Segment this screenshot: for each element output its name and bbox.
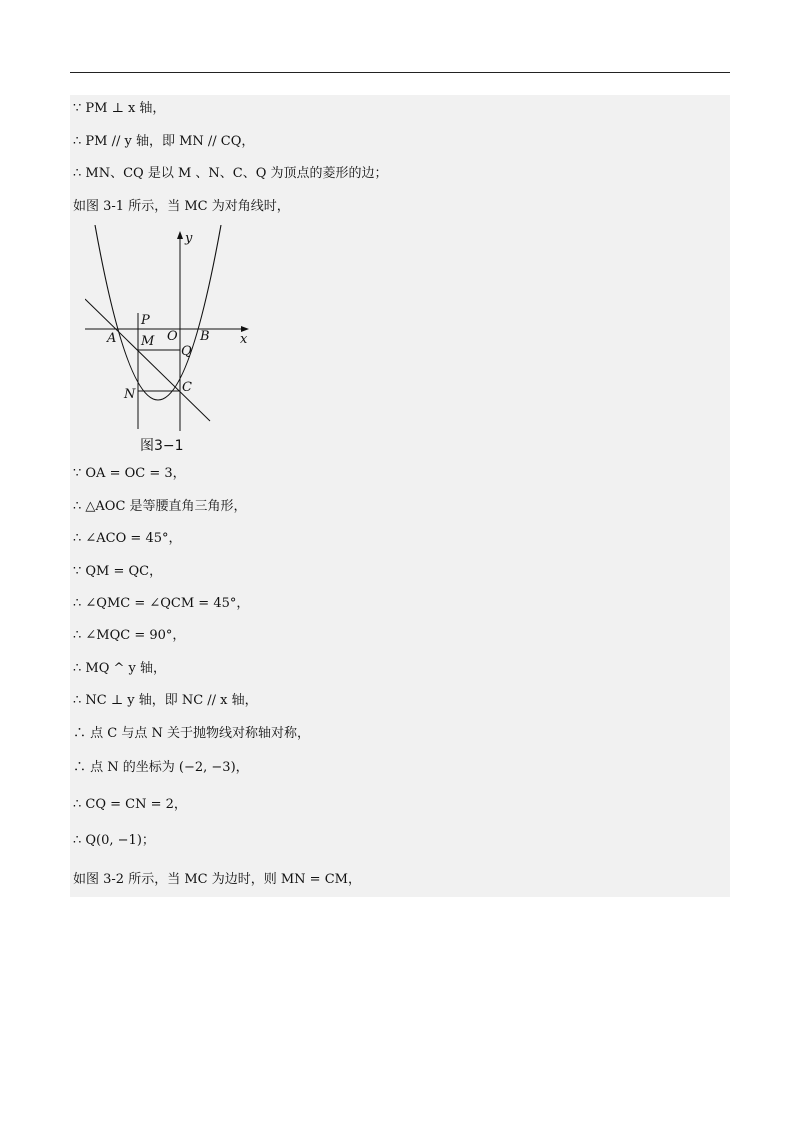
figure-caption: 图3−1 (140, 438, 184, 454)
solution-line-4: 如图 3-1 所示，当 MC 为对角线时， (73, 199, 290, 214)
solution-line-13: ∴ 点 C 与点 N 关于抛物线对称轴对称， (73, 726, 310, 741)
label-x: x (240, 332, 248, 347)
header-rule (70, 72, 730, 73)
label-m: M (141, 334, 155, 349)
solution-line-15: ∴ CQ = CN = 2， (73, 797, 187, 812)
label-y: y (185, 231, 193, 246)
label-c: C (182, 380, 192, 395)
solution-line-3: ∴ MN、CQ 是以 M 、N、C、Q 为顶点的菱形的边； (73, 166, 388, 181)
solution-line-16: ∴ Q(0, −1)； (73, 833, 155, 848)
parabola (95, 225, 221, 400)
solution-line-11: ∴ MQ ^ y 轴， (73, 661, 167, 676)
solution-line-1: ∵ PM ⊥ x 轴， (73, 101, 166, 116)
solution-line-14: ∴ 点 N 的坐标为 (−2, −3)， (73, 760, 249, 775)
solution-line-10: ∴ ∠MQC = 90°， (73, 628, 186, 643)
label-n: N (124, 387, 136, 402)
solution-line-9: ∴ ∠QMC = ∠QCM = 45°， (73, 596, 250, 611)
solution-line-12: ∴ NC ⊥ y 轴，即 NC // x 轴， (73, 693, 258, 708)
parabola-figure (85, 225, 260, 454)
solution-line-5: ∵ OA = OC = 3， (73, 466, 186, 481)
label-o: O (167, 329, 178, 344)
label-p: P (141, 313, 150, 328)
solution-line-6: ∴ △AOC 是等腰直角三角形， (73, 499, 247, 514)
solution-panel (70, 95, 730, 897)
label-a: A (107, 331, 117, 346)
y-axis-arrow (177, 231, 183, 239)
figure-graph (85, 225, 260, 435)
solution-line-2: ∴ PM // y 轴，即 MN // CQ， (73, 134, 255, 149)
solution-line-7: ∴ ∠ACO = 45°， (73, 531, 182, 546)
solution-line-17: 如图 3-2 所示，当 MC 为边时，则 MN = CM， (73, 872, 361, 887)
solution-line-8: ∵ QM = QC， (73, 564, 163, 579)
label-b: B (200, 329, 210, 344)
label-q: Q (181, 344, 192, 359)
